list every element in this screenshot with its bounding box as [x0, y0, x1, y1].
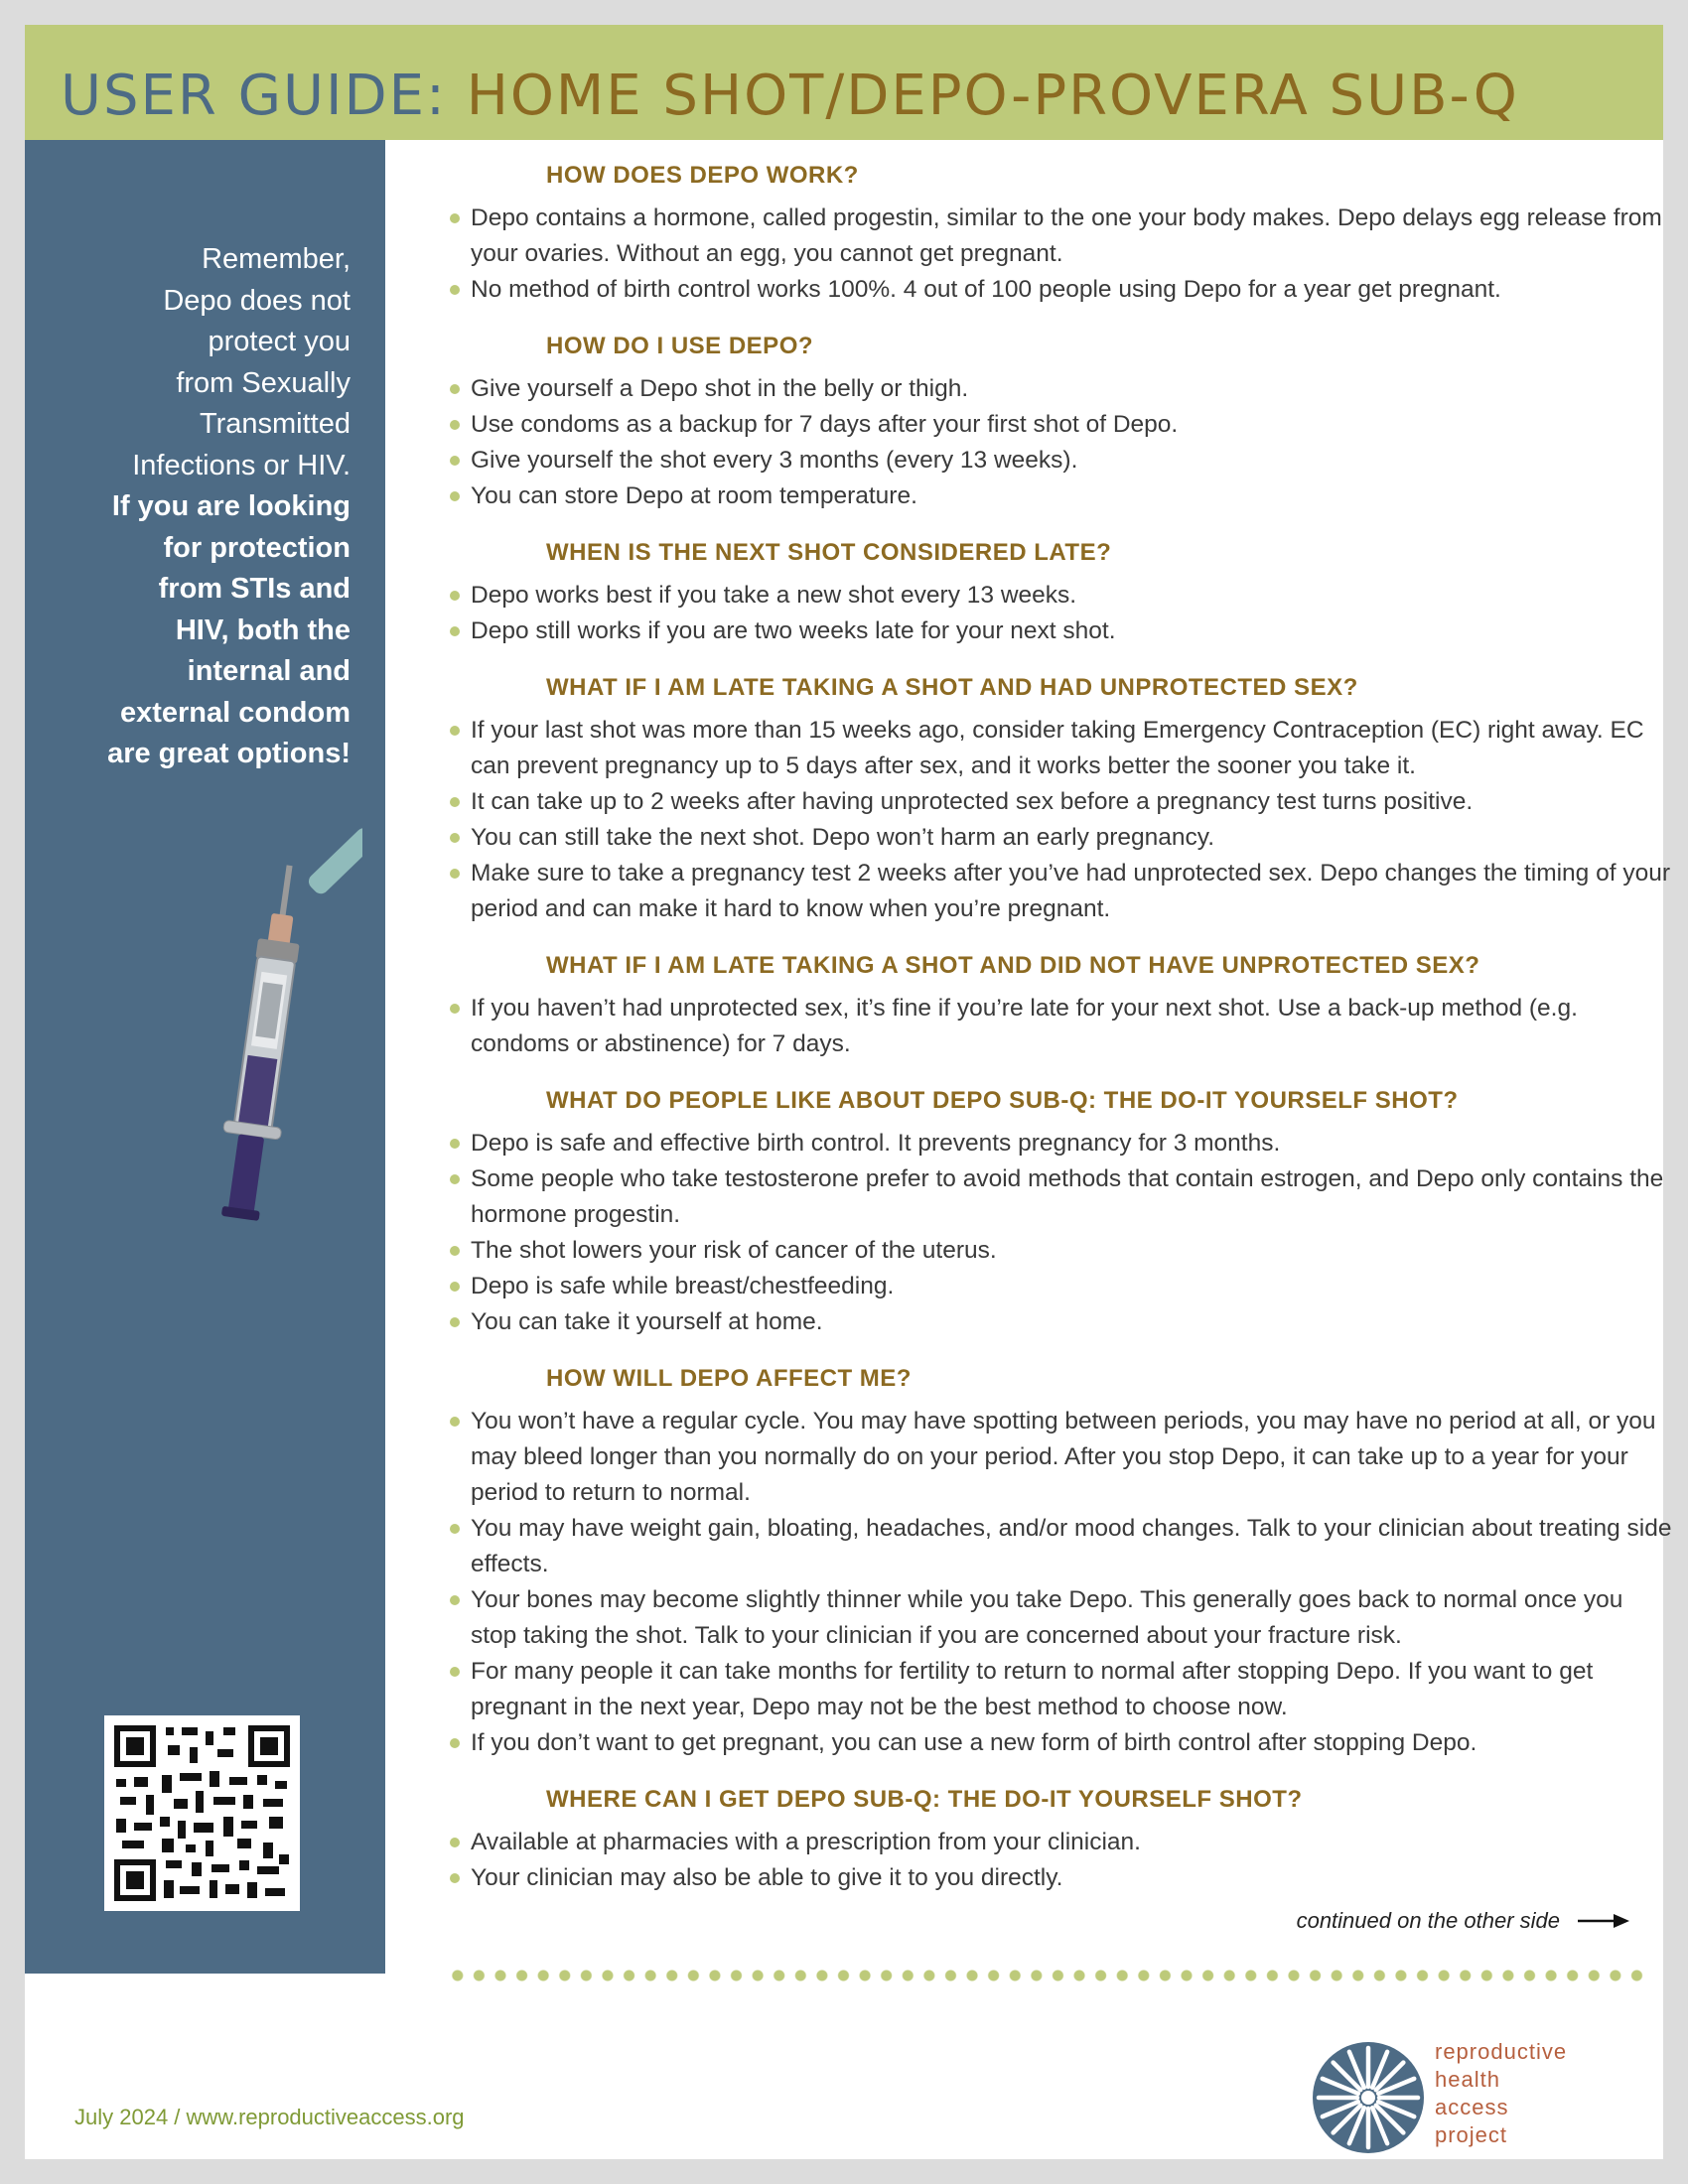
- bullet-item: For many people it can take months for fertility to return to normal after stopping Depo. If you want to get pregnant in the next year, Depo may not be the best method to choose now.: [447, 1654, 1673, 1725]
- main-content: [447, 159, 1673, 1918]
- title-prefix: USER GUIDE:: [61, 64, 447, 128]
- continued-note: [1297, 1908, 1629, 1934]
- bullet-item: You can store Depo at room temperature.: [447, 478, 1673, 514]
- page-title: [61, 64, 1519, 128]
- bullet-item: If you don’t want to get pregnant, you can use a new form of birth control after stopping Depo.: [447, 1725, 1673, 1761]
- sidebar-reminder: [45, 239, 351, 775]
- bullet-item: You can take it yourself at home.: [447, 1304, 1673, 1340]
- bullet-list: [447, 371, 1673, 514]
- reminder-line: Transmitted: [199, 408, 351, 440]
- bullet-item: If you haven’t had unprotected sex, it’s fine if you’re late for your next shot. Use a back-up method (e.g. condoms or abstinence) for 7 days.: [447, 991, 1673, 1062]
- reminder-line: Depo does not: [163, 284, 351, 317]
- logo-line: reproductive: [1435, 2039, 1568, 2064]
- bullet-item: Depo contains a hormone, called progestin, similar to the one your body makes. Depo delays egg release from your ovaries. Without an egg, you cannot get pregnant.: [447, 201, 1673, 272]
- logo-line: project: [1435, 2122, 1508, 2147]
- section-heading: WHAT DO PEOPLE LIKE ABOUT DEPO SUB-Q: THE DO-IT YOURSELF SHOT?: [546, 1087, 1459, 1114]
- header-band: [25, 25, 1663, 140]
- bullet-item: You can still take the next shot. Depo won’t harm an early pregnancy.: [447, 820, 1673, 856]
- reminder-bold-line: external condom: [119, 696, 351, 729]
- logo: [1311, 2040, 1426, 2160]
- bullet-list: [447, 1825, 1673, 1896]
- bullet-item: It can take up to 2 weeks after having unprotected sex before a pregnancy test turns positive.: [447, 784, 1673, 820]
- bullet-item: Depo is safe while breast/chestfeeding.: [447, 1269, 1673, 1304]
- section-heading: HOW WILL DEPO AFFECT ME?: [546, 1365, 912, 1392]
- bullet-item: Some people who take testosterone prefer to avoid methods that contain estrogen, and Depo only contains the hormone progestin.: [447, 1161, 1673, 1233]
- bullet-list: [447, 713, 1673, 927]
- logo-text: [1435, 2038, 1567, 2149]
- bullet-item: Use condoms as a backup for 7 days after your first shot of Depo.: [447, 407, 1673, 443]
- section-heading: HOW DOES DEPO WORK?: [546, 162, 859, 189]
- continued-text: continued on the other side: [1296, 1908, 1560, 1933]
- bullet-list: [447, 991, 1673, 1062]
- reminder-bold-line: are great options!: [107, 738, 351, 769]
- section-heading: WHERE CAN I GET DEPO SUB-Q: THE DO-IT YOURSELF SHOT?: [546, 1786, 1303, 1813]
- reminder-bold-line: HIV, both the: [175, 614, 351, 646]
- bullet-item: If your last shot was more than 15 weeks ago, consider taking Emergency Contraception (EC) right away. EC can prevent pregnancy up to 5 days after sex, and it works better the sooner you take it.: [447, 713, 1673, 784]
- page: [25, 25, 1672, 2159]
- dotted-divider: [447, 1969, 1648, 1982]
- bullet-list: [447, 578, 1673, 649]
- bullet-item: Your clinician may also be able to give it to you directly.: [447, 1860, 1673, 1896]
- bullet-item: Give yourself the shot every 3 months (every 13 weeks).: [447, 443, 1673, 478]
- syringe-image: [204, 810, 362, 1232]
- reminder-bold-line: from STIs and: [158, 573, 351, 605]
- sunburst-logo-icon: [1311, 2040, 1426, 2155]
- reminder-line: Infections or HIV.: [132, 449, 351, 481]
- qr-code-icon: [114, 1725, 290, 1901]
- bullet-item: Give yourself a Depo shot in the belly or thigh.: [447, 371, 1673, 407]
- section-heading: HOW DO I USE DEPO?: [546, 333, 814, 359]
- reminder-line: protect you: [208, 326, 351, 357]
- reminder-line: Remember,: [202, 243, 351, 275]
- reminder-line: from Sexually: [176, 366, 351, 399]
- bullet-list: [447, 201, 1673, 308]
- bullet-item: Available at pharmacies with a prescription from your clinician.: [447, 1825, 1673, 1860]
- bullet-item: You may have weight gain, bloating, headaches, and/or mood changes. Talk to your clinician about treating side effects.: [447, 1511, 1673, 1582]
- section-heading: WHAT IF I AM LATE TAKING A SHOT AND DID NOT HAVE UNPROTECTED SEX?: [546, 952, 1480, 979]
- sidebar: [25, 140, 385, 1974]
- bullet-item: Depo is safe and effective birth control. It prevents pregnancy for 3 months.: [447, 1126, 1673, 1161]
- qr-code[interactable]: [104, 1715, 300, 1911]
- logo-line: access: [1435, 2095, 1509, 2119]
- bullet-item: Your bones may become slightly thinner while you take Depo. This generally goes back to normal once you stop taking the shot. Talk to your clinician if you are concerned about your fracture risk.: [447, 1582, 1673, 1654]
- section-heading: WHEN IS THE NEXT SHOT CONSIDERED LATE?: [546, 539, 1112, 566]
- arrow-right-icon: [1578, 1913, 1629, 1929]
- bullet-item: Depo still works if you are two weeks late for your next shot.: [447, 614, 1673, 649]
- bullet-item: The shot lowers your risk of cancer of the uterus.: [447, 1233, 1673, 1269]
- bullet-list: [447, 1126, 1673, 1340]
- title-main: HOME SHOT/DEPO-PROVERA SUB-Q: [466, 64, 1519, 128]
- section-heading: WHAT IF I AM LATE TAKING A SHOT AND HAD UNPROTECTED SEX?: [546, 674, 1358, 701]
- reminder-bold-line: internal and: [187, 655, 351, 687]
- bullet-item: You won’t have a regular cycle. You may have spotting between periods, you may have no period at all, or you may bleed longer than you normally do on your period. After you stop Depo, it can take up to a year for your period to return to normal.: [447, 1404, 1673, 1511]
- bullet-item: Make sure to take a pregnancy test 2 weeks after you’ve had unprotected sex. Depo changes the timing of your period and can make it hard to know when you’re pregnant.: [447, 856, 1673, 927]
- logo-line: health: [1435, 2067, 1500, 2092]
- reminder-bold-line: for protection: [163, 531, 351, 564]
- bullet-item: No method of birth control works 100%. 4 out of 100 people using Depo for a year get pregnant.: [447, 272, 1673, 308]
- reminder-bold-line: If you are looking: [111, 490, 351, 522]
- bullet-list: [447, 1404, 1673, 1761]
- footer-date-url: July 2024 / www.reproductiveaccess.org: [74, 2105, 465, 2129]
- bullet-item: Depo works best if you take a new shot every 13 weeks.: [447, 578, 1673, 614]
